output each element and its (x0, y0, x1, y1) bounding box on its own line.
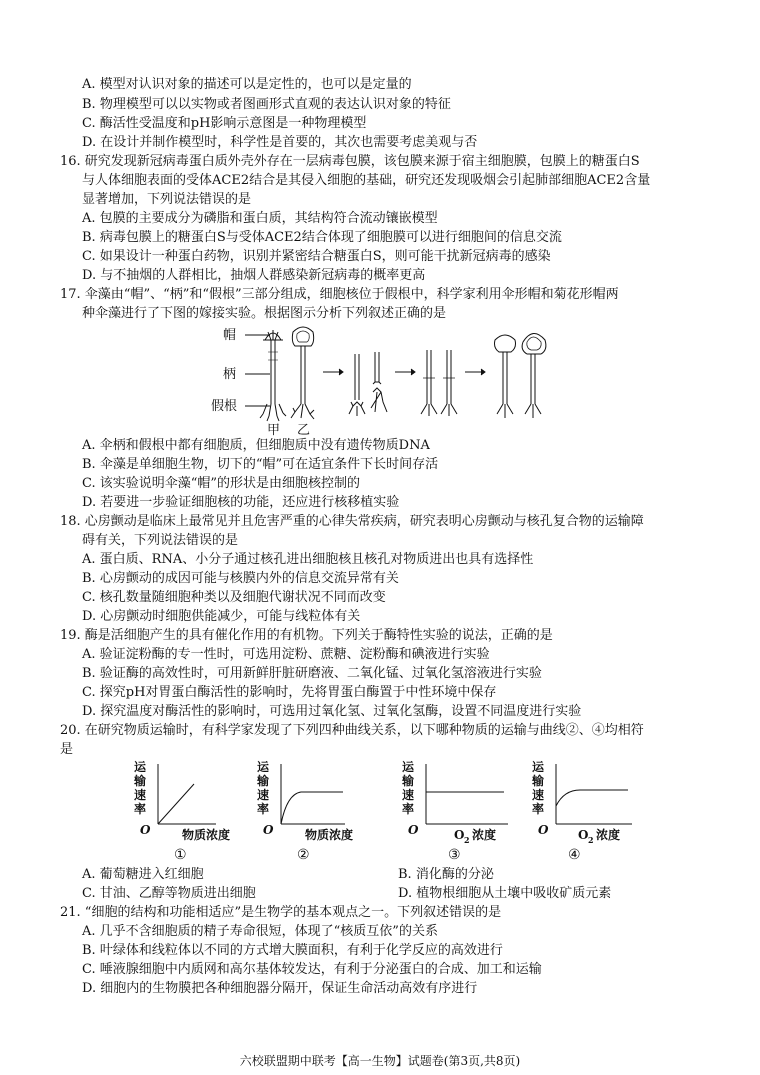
g2-xlabel: 物质浓度 (305, 828, 354, 842)
q17-option-d: D. 若要进一步验证细胞核的功能，还应进行核移植实验 (82, 495, 400, 510)
label-yi: 乙 (297, 423, 311, 438)
label-stalk: 柄 (223, 367, 237, 382)
q15-option-b: B. 物理模型可以以实物或者图画形式直观的表达认识对象的特征 (82, 97, 451, 112)
g2-number: ② (297, 847, 310, 863)
q18-stem-line1: 18. 心房颤动是临床上最常见并且危害严重的心律失常疾病，研究表明心房颤动与核孔复合物的运输障 (60, 514, 644, 529)
g1-ylabel-3: 速 (134, 788, 147, 802)
q16-stem-line1: 16. 研究发现新冠病毒蛋白质外壳外存在一层病毒包膜，该包膜来源于宿主细胞膜，包膜上的糖蛋白S (60, 154, 640, 169)
q17-stem-line1: 17. 伞藻由“帽”、“柄”和“假根”三部分组成，细胞核位于假根中，科学家利用伞形帽和菊花形帽两 (60, 287, 619, 302)
q15-option-c: C. 酶活性受温度和pH影响示意图是一种物理模型 (82, 116, 367, 131)
g1-ylabel-2: 输 (134, 774, 147, 788)
label-jia: 甲 (267, 423, 281, 438)
g1-ylabel-1: 运 (134, 760, 147, 774)
g4-xlabel-sub: 2 (588, 835, 594, 845)
q20-option-a: A. 葡萄糖进入红细胞 (82, 867, 204, 882)
q19-stem-line1: 19. 酶是活细胞产生的具有催化作用的有机物。下列关于酶特性实验的说法，正确的是 (60, 628, 553, 643)
q18-option-a: A. 蛋白质、RNA、小分子通过核孔进出细胞核且核孔对物质进出也具有选择性 (82, 552, 534, 567)
q16-option-a: A. 包膜的主要成分为磷脂和蛋白质，其结构符合流动镶嵌模型 (82, 211, 438, 226)
q20-stem-line2: 是 (60, 742, 74, 757)
q17-option-c: C. 该实验说明伞藻“帽”的形状是由细胞核控制的 (82, 476, 361, 491)
g4-ylabel-1: 运 (532, 760, 545, 774)
q16-stem-line2: 与人体细胞表面的受体ACE2结合是其侵入细胞的基础，研究还发现吸烟会引起肺部细胞ACE2含量 (82, 173, 651, 188)
q18-option-d: D. 心房颤动时细胞供能减少，可能与线粒体有关 (82, 609, 361, 624)
g1-ylabel-4: 率 (134, 802, 147, 816)
cut-stalks (349, 352, 387, 416)
g3-ylabel-2: 输 (402, 774, 415, 788)
q18-option-b: B. 心房颤动的成因可能与核膜内外的信息交流异常有关 (82, 571, 399, 586)
g4-ylabel-3: 速 (532, 788, 545, 802)
g4-origin: O (538, 823, 549, 837)
g1-origin: O (140, 823, 151, 837)
q17-option-b: B. 伞藻是单细胞生物，切下的“帽”可在适宜条件下长时间存活 (82, 457, 439, 472)
g2-ylabel-1: 运 (257, 760, 270, 774)
g1-number: ① (174, 847, 187, 863)
g2-ylabel-4: 率 (257, 802, 270, 816)
plant-yi-chrysanthemum-cap (291, 327, 314, 419)
q20-option-b: B. 消化酶的分泌 (398, 867, 494, 882)
q16-option-b: B. 病毒包膜上的糖蛋白S与受体ACE2结合体现了细胞膜可以进行细胞间的信息交流 (82, 230, 562, 245)
q17-option-a: A. 伞柄和假根中都有细胞质，但细胞质中没有遗传物质DNA (82, 438, 430, 453)
q21-option-d: D. 细胞内的生物膜把各种细胞器分隔开，保证生命活动高效有序进行 (82, 981, 478, 996)
label-cap: 帽 (223, 328, 237, 343)
g4-xlabel-rest: 浓度 (596, 828, 621, 842)
g3-xlabel-sub: 2 (464, 835, 470, 845)
g1-curve (158, 784, 194, 824)
q16-option-d: D. 与不抽烟的人群相比，抽烟人群感染新冠病毒的概率更高 (82, 268, 426, 283)
q18-stem-line2: 碍有关，下列说法错误的是 (82, 533, 239, 548)
g4-xlabel-o: O (578, 828, 589, 842)
q16-stem-line3: 显著增加，下列说法错误的是 (82, 192, 252, 207)
regenerated-plants (495, 333, 546, 418)
g1-xlabel: 物质浓度 (182, 828, 231, 842)
g4-ylabel-4: 率 (532, 802, 545, 816)
graph-2-saturating (253, 758, 383, 864)
g3-ylabel-3: 速 (402, 788, 415, 802)
graph-3-flat (398, 758, 528, 864)
q20-stem-line1: 20. 在研究物质运输时，有科学家发现了下列四种曲线关系，以下哪种物质的运输与曲线②、④均相符 (60, 723, 644, 738)
g2-curve (281, 792, 343, 824)
q17-stem-line2: 种伞藻进行了下图的嫁接实验。根据图示分析下列叙述正确的是 (82, 306, 447, 321)
g2-origin: O (263, 823, 274, 837)
g4-curve (556, 790, 628, 806)
q21-option-c: C. 唾液腺细胞中内质网和高尔基体较发达，有利于分泌蛋白的合成、加工和运输 (82, 962, 542, 977)
q19-option-a: A. 验证淀粉酶的专一性时，可选用淀粉、蔗糖、淀粉酶和碘液进行实验 (82, 647, 490, 662)
graph-4-saturating-offset (528, 758, 658, 864)
graph-1-linear (130, 758, 260, 864)
g3-xlabel-rest: 浓度 (472, 828, 497, 842)
q20-option-c: C. 甘油、乙醇等物质进出细胞 (82, 886, 256, 901)
q15-option-a: A. 模型对认识对象的描述可以是定性的，也可以是定量的 (82, 77, 412, 92)
g3-origin: O (408, 823, 419, 837)
g3-xlabel-o: O (454, 828, 465, 842)
grafted-stalks (421, 350, 457, 416)
q19-option-c: C. 探究pH对胃蛋白酶活性的影响时，先将胃蛋白酶置于中性环境中保存 (82, 685, 497, 700)
g2-ylabel-3: 速 (257, 788, 270, 802)
q16-option-c: C. 如果设计一种蛋白药物，识别并紧密结合糖蛋白S，则可能干扰新冠病毒的感染 (82, 249, 551, 264)
q21-option-a: A. 几乎不含细胞质的精子寿命很短，体现了“核质互依”的关系 (82, 924, 438, 939)
q19-option-d: D. 探究温度对酶活性的影响时，可选用过氧化氢、过氧化氢酶，设置不同温度进行实验 (82, 704, 582, 719)
g3-number: ③ (448, 847, 461, 863)
q18-option-c: C. 核孔数量随细胞种类以及细胞代谢状况不同而改变 (82, 590, 386, 605)
q20-option-d: D. 植物根细胞从土壤中吸收矿质元素 (398, 886, 612, 901)
q21-stem-line1: 21. “细胞的结构和功能相适应”是生物学的基本观点之一。下列叙述错误的是 (60, 905, 502, 920)
g3-ylabel-1: 运 (402, 760, 415, 774)
g2-ylabel-2: 输 (257, 774, 270, 788)
acetabularia-grafting-figure (211, 322, 560, 440)
q19-option-b: B. 验证酶的高效性时，可用新鲜肝脏研磨液、二氧化锰、过氧化氢溶液进行实验 (82, 666, 542, 681)
g4-ylabel-2: 输 (532, 774, 545, 788)
q21-option-b: B. 叶绿体和线粒体以不同的方式增大膜面积，有利于化学反应的高效进行 (82, 943, 503, 958)
page-footer: 六校联盟期中联考【高一生物】试题卷(第3页,共8页) (239, 1054, 521, 1068)
plant-jia-umbrella-cap (260, 330, 286, 421)
q15-option-d: D. 在设计并制作模型时，科学性是首要的，其次也需要考虑美观与否 (82, 135, 478, 150)
g4-number: ④ (568, 847, 581, 863)
g3-ylabel-4: 率 (402, 802, 415, 816)
label-rhizoid: 假根 (211, 399, 238, 414)
